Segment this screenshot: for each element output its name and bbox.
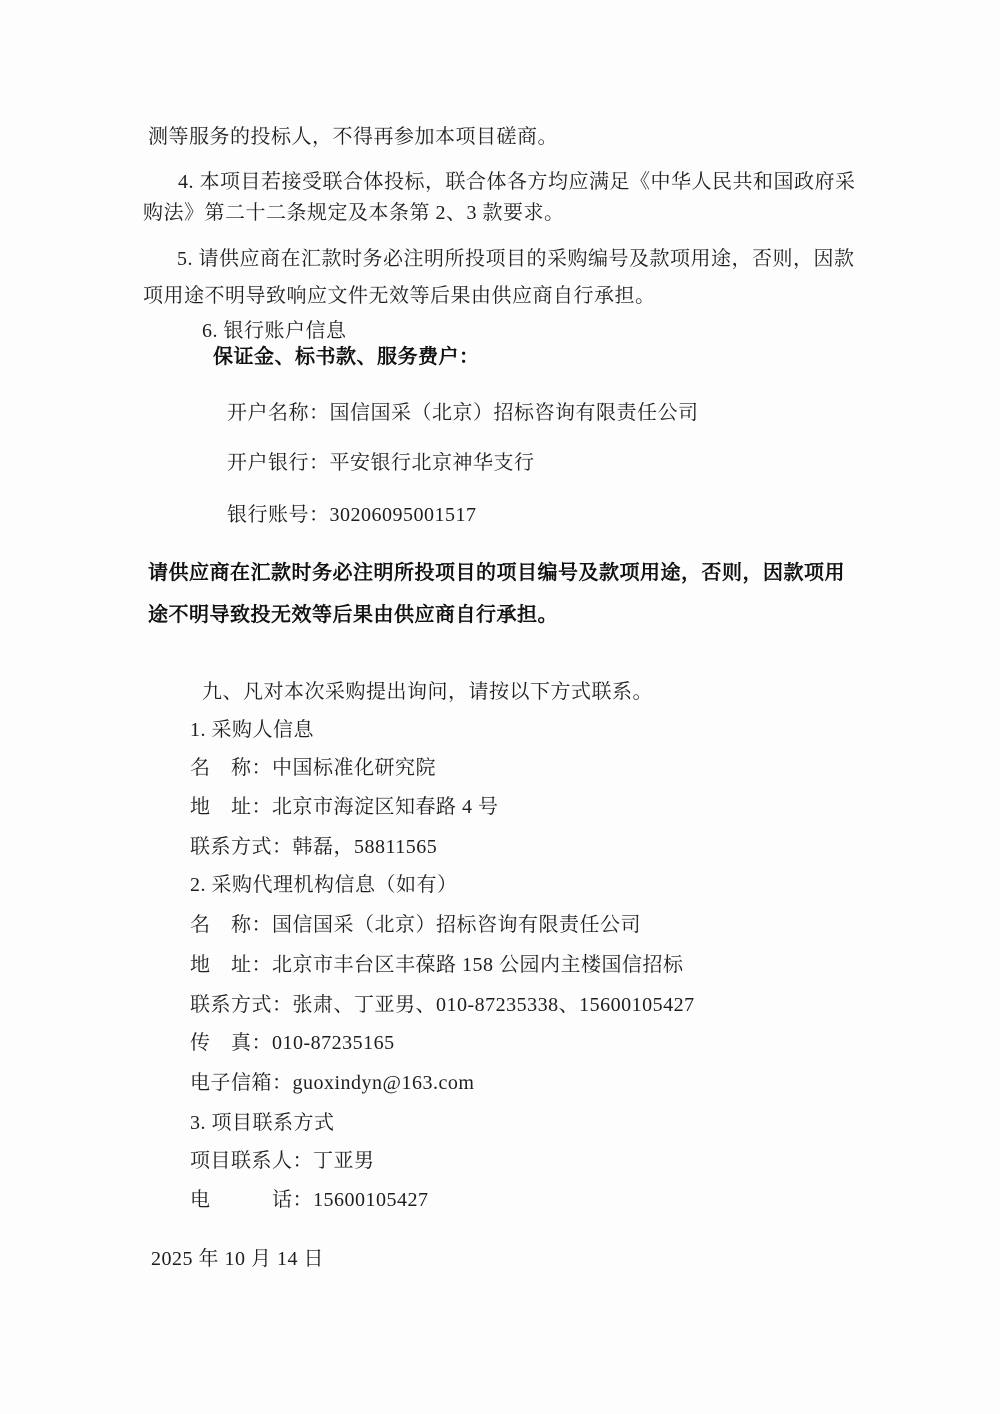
purchaser-address: 地 址：北京市海淀区知春路 4 号 (190, 796, 499, 818)
heading-purchaser-info: 1. 采购人信息 (190, 719, 314, 741)
purchaser-name: 名 称：中国标准化研究院 (190, 757, 436, 779)
bank-branch: 开户银行：平安银行北京神华支行 (227, 452, 535, 474)
heading-project-contact: 3. 项目联系方式 (190, 1112, 335, 1134)
heading-bank-account-info: 6. 银行账户信息 (202, 320, 347, 342)
label-deposit-bid-service-account: 保证金、标书款、服务费户： (213, 346, 480, 368)
paragraph-clause4-line2: 购法》第二十二条规定及本条第 2、3 款要求。 (143, 202, 565, 224)
agency-address: 地 址：北京市丰台区丰葆路 158 公园内主楼国信招标 (190, 954, 684, 976)
purchaser-contact: 联系方式：韩磊，58811565 (190, 836, 438, 858)
remittance-notice-line2: 途不明导致投无效等后果由供应商自行承担。 (148, 604, 558, 626)
agency-contact: 联系方式：张肃、丁亚男、010-87235338、15600105427 (190, 994, 695, 1016)
paragraph-clause4-line1: 4. 本项目若接受联合体投标，联合体各方均应满足《中华人民共和国政府采 (178, 171, 856, 193)
agency-name: 名 称：国信国采（北京）招标咨询有限责任公司 (190, 914, 641, 936)
remittance-notice-line1: 请供应商在汇款时务必注明所投项目的项目编号及款项用途，否则，因款项用 (148, 562, 845, 584)
paragraph-clause3-continuation: 测等服务的投标人，不得再参加本项目磋商。 (148, 126, 558, 148)
paragraph-clause5-line2: 项用途不明导致响应文件无效等后果由供应商自行承担。 (143, 285, 656, 307)
agency-fax: 传 真：010-87235165 (190, 1032, 395, 1054)
bank-account-number: 银行账号：30206095001517 (227, 504, 477, 526)
heading-agency-info: 2. 采购代理机构信息（如有） (190, 874, 458, 896)
project-contact-person: 项目联系人：丁亚男 (190, 1150, 375, 1172)
paragraph-clause5-line1: 5. 请供应商在汇款时务必注明所投项目的采购编号及款项用途，否则，因款 (177, 248, 855, 270)
bank-account-name: 开户名称：国信国采（北京）招标咨询有限责任公司 (227, 402, 699, 424)
heading-section9-inquiry-contact: 九、凡对本次采购提出询问，请按以下方式联系。 (202, 681, 653, 703)
project-contact-phone: 电 话：15600105427 (190, 1189, 429, 1211)
agency-email: 电子信箱：guoxindyn@163.com (190, 1072, 475, 1094)
document-date: 2025 年 10 月 14 日 (151, 1248, 324, 1270)
